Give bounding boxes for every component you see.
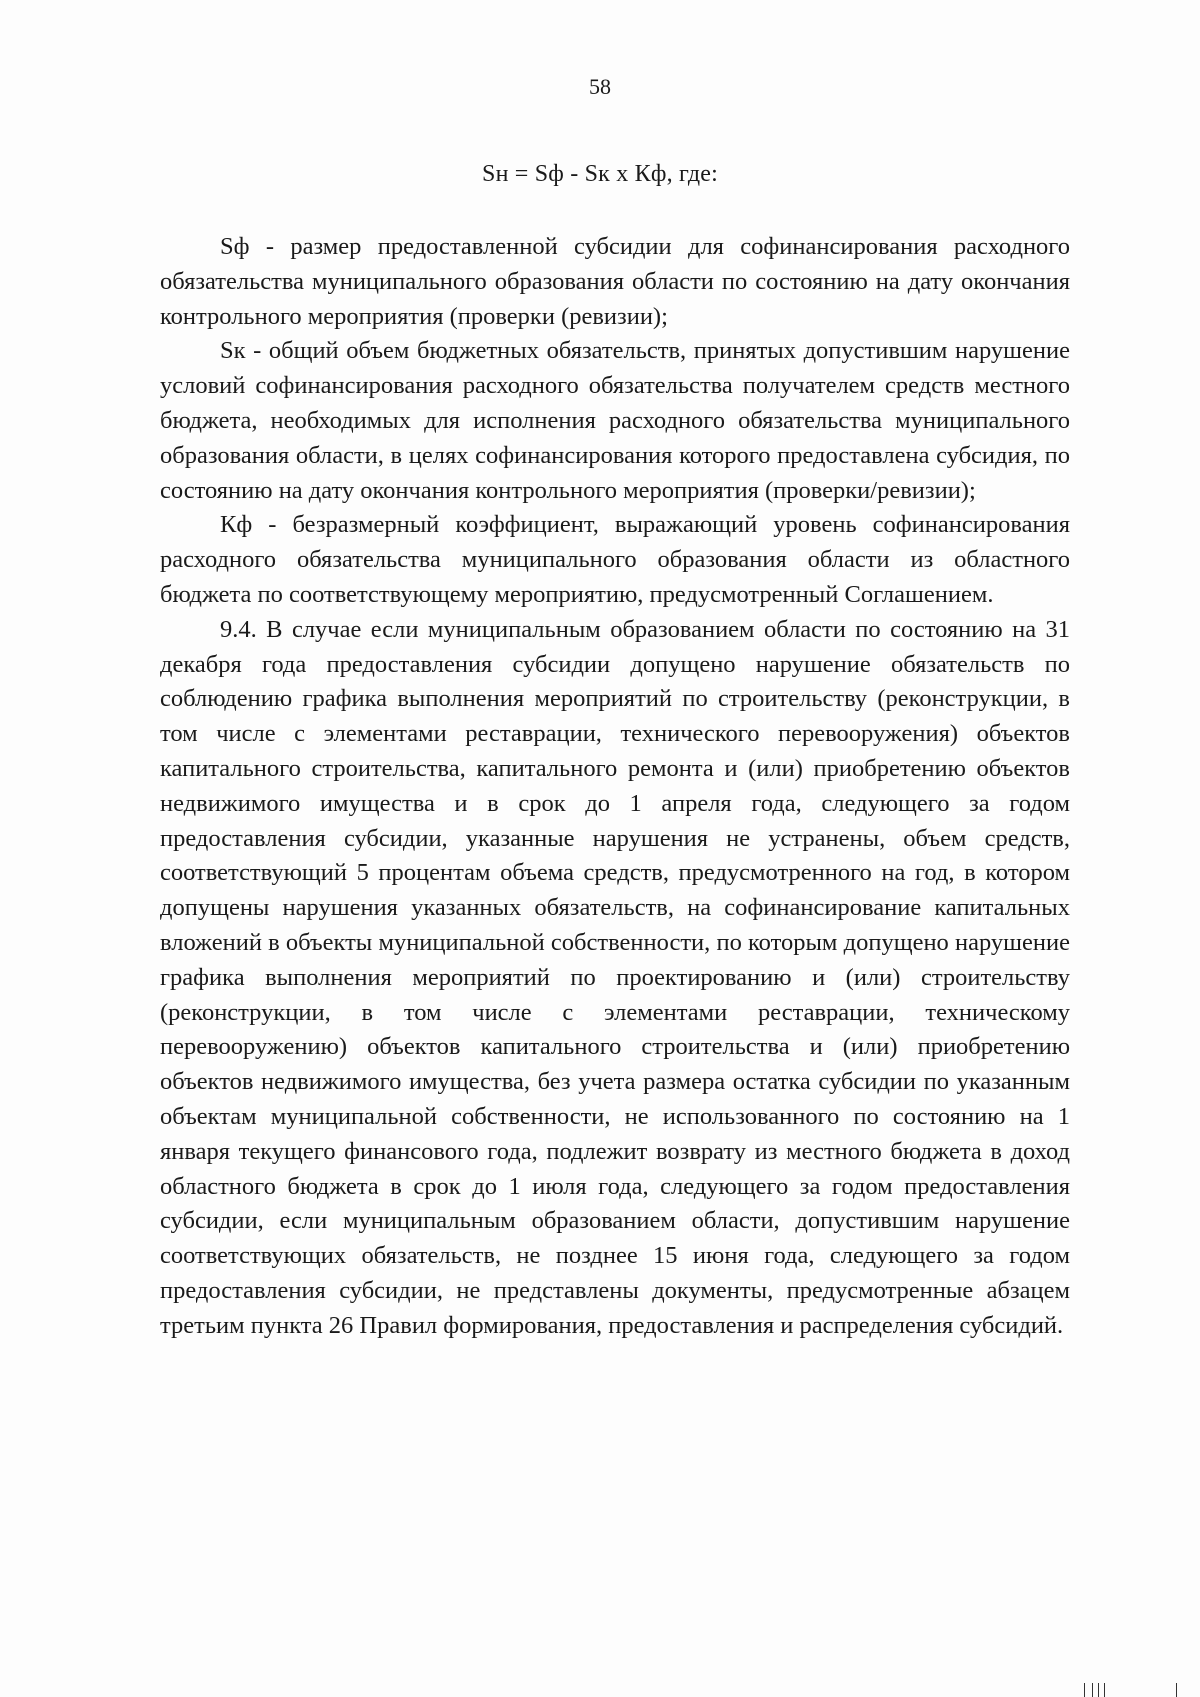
paragraph-clause-9-4: 9.4. В случае если муниципальным образованием области по состоянию на 31 декабря года предоставления субсидии допущено нарушение обязательств по соблюдению графика выполнения мероприятий по строительству (реконструкции, в том числе с элементами реставрации, технического перевооружения) объектов капитального строительства, капитального ремонта и (или) приобретению объектов недвижимого имущества и в срок до 1 апреля года, следующего за годом предоставления субсидии, указанные нарушения не устранены, объем средств, соответствующий 5 процентам объема средств, предусмотренного на год, в котором допущены нарушения указанных обязательств, на софинансирование капитальных вложений в объекты муниципальной собственности, по которым допущено нарушение графика выполнения мероприятий по проектированию и (или) строительству (реконструкции, в том числе с элементами реставрации, техническому перевооружению) объектов капитального строительства и (или) приобретению объектов недвижимого имущества, без учета размера остатка субсидии по указанным объектам муниципальной собственности, не использованного по состоянию на 1 января текущего финансового года, подлежит возврату из местного бюджета в доход областного бюджета в срок до 1 июля года, следующего за годом предоставления субсидии, если муниципальным образованием области, допустившим нарушение соответствующих обязательств, не позднее 15 июня года, следующего за годом предоставления субсидии, не представлены документы, предусмотренные абзацем третьим пункта 26 Правил формирования, предоставления и распределения субсидий. [160,615,1070,1339]
body-text [160,230,1070,1344]
page-number: 58 [589,74,611,99]
paragraph-k-f-definition: Кф - безразмерный коэффициент, выражающий уровень софинансирования расходного обязательства муниципального образования области из областного бюджета по соответствующему мероприятию, предусмотренный Соглашением. [160,511,1070,608]
paragraph-s-k-definition: Sк - общий объем бюджетных обязательств, принятых допустившим нарушение условий софинансирования расходного обязательства получателем средств местного бюджета, необходимых для исполнения расходного обязательства муниципального образования области, в целях софинансирования которого предоставлена субсидия, по состоянию на дату окончания контрольного мероприятия (проверки/ревизии); [160,337,1070,504]
paragraph-s-f-definition: Sф - размер предоставленной субсидии для софинансирования расходного обязательства муниципального образования области по состоянию на дату окончания контрольного мероприятия (проверки (ревизии); [160,233,1070,330]
scan-edge-marks [1070,1677,1200,1697]
formula-line: Sн = Sф - Sк х Кф, где: [482,161,718,187]
